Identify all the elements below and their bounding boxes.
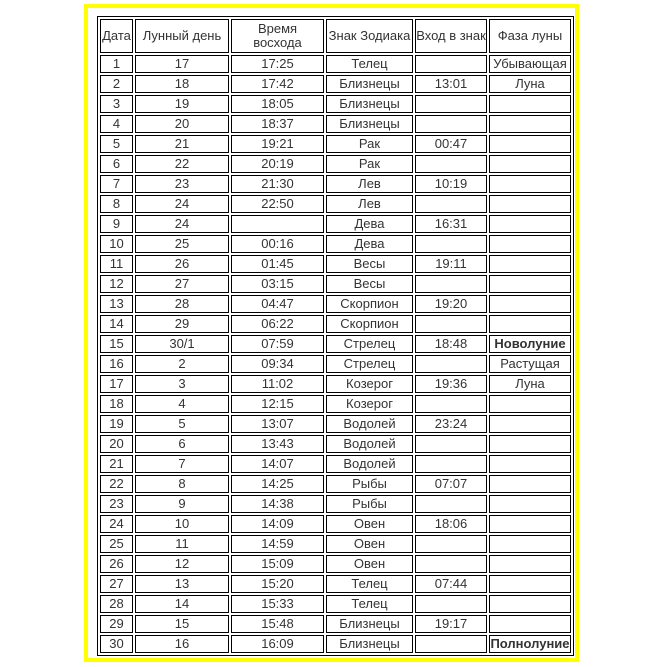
cell-date: 24 [100, 515, 133, 533]
table-row [100, 435, 571, 453]
table-row [100, 135, 571, 153]
cell-date: 6 [100, 155, 133, 173]
cell-moonrise-time: 14:59 [231, 535, 324, 553]
lunar-calendar-table [97, 16, 574, 656]
cell-zodiac-sign: Лев [326, 175, 413, 193]
table-body [100, 55, 571, 653]
cell-date: 15 [100, 335, 133, 353]
cell-moon-phase [489, 555, 571, 573]
cell-date: 5 [100, 135, 133, 153]
cell-date: 8 [100, 195, 133, 213]
cell-moon-phase [489, 475, 571, 493]
cell-date: 25 [100, 535, 133, 553]
cell-zodiac-sign: Весы [326, 275, 413, 293]
header-moon-phase: Фаза луны [489, 19, 571, 53]
cell-moonrise-time: 12:15 [231, 395, 324, 413]
cell-moonrise-time: 15:20 [231, 575, 324, 593]
cell-moonrise-time: 17:25 [231, 55, 324, 73]
cell-date: 18 [100, 395, 133, 413]
cell-moon-phase [489, 575, 571, 593]
cell-sign-entry: 00:47 [415, 135, 487, 153]
table-row [100, 475, 571, 493]
cell-sign-entry [415, 235, 487, 253]
cell-moonrise-time: 11:02 [231, 375, 324, 393]
table-row [100, 595, 571, 613]
header-row [100, 19, 571, 53]
table-row [100, 555, 571, 573]
cell-sign-entry: 19:36 [415, 375, 487, 393]
cell-moonrise-time: 14:07 [231, 455, 324, 473]
cell-sign-entry: 19:17 [415, 615, 487, 633]
cell-zodiac-sign: Близнецы [326, 95, 413, 113]
table-row [100, 275, 571, 293]
header-date: Дата [100, 19, 133, 53]
cell-sign-entry [415, 595, 487, 613]
cell-moon-phase [489, 275, 571, 293]
cell-moon-phase: Убывающая [489, 55, 571, 73]
cell-lunar-day: 30/1 [135, 335, 229, 353]
cell-moonrise-time: 13:43 [231, 435, 324, 453]
cell-moonrise-time: 17:42 [231, 75, 324, 93]
cell-zodiac-sign: Рак [326, 135, 413, 153]
cell-sign-entry [415, 55, 487, 73]
cell-moon-phase: Луна [489, 375, 571, 393]
cell-sign-entry [415, 95, 487, 113]
cell-date: 29 [100, 615, 133, 633]
cell-moon-phase [489, 535, 571, 553]
cell-lunar-day: 2 [135, 355, 229, 373]
cell-moon-phase: Полнолуние [490, 636, 570, 651]
cell-date: 21 [100, 455, 133, 473]
cell-zodiac-sign: Козерог [326, 395, 413, 413]
cell-lunar-day: 23 [135, 175, 229, 193]
cell-lunar-day: 6 [135, 435, 229, 453]
cell-moon-phase [489, 315, 571, 333]
cell-lunar-day: 8 [135, 475, 229, 493]
table-row [100, 455, 571, 473]
cell-date: 4 [100, 115, 133, 133]
cell-sign-entry [415, 535, 487, 553]
cell-moonrise-time: 18:37 [231, 115, 324, 133]
cell-lunar-day: 10 [135, 515, 229, 533]
cell-moon-phase [489, 175, 571, 193]
table-row [100, 295, 571, 313]
table-row [100, 335, 571, 353]
table-row [100, 415, 571, 433]
cell-zodiac-sign: Стрелец [326, 335, 413, 353]
cell-lunar-day: 9 [135, 495, 229, 513]
cell-moon-phase [489, 415, 571, 433]
table-row [100, 495, 571, 513]
cell-date: 22 [100, 475, 133, 493]
cell-zodiac-sign: Овен [326, 555, 413, 573]
cell-sign-entry: 19:11 [415, 255, 487, 273]
cell-sign-entry: 23:24 [415, 415, 487, 433]
cell-lunar-day: 22 [135, 155, 229, 173]
cell-zodiac-sign: Овен [326, 515, 413, 533]
cell-date: 14 [100, 315, 133, 333]
cell-lunar-day: 7 [135, 455, 229, 473]
table-row [100, 395, 571, 413]
cell-moon-phase [489, 595, 571, 613]
cell-zodiac-sign: Овен [326, 535, 413, 553]
table-row [100, 355, 571, 373]
cell-moon-phase [489, 195, 571, 213]
cell-lunar-day: 20 [135, 115, 229, 133]
table-row [100, 95, 571, 113]
header-lunar-day: Лунный день [135, 19, 229, 53]
cell-moonrise-time: 21:30 [231, 175, 324, 193]
table-frame [84, 4, 579, 662]
cell-date: 27 [100, 575, 133, 593]
cell-moon-phase [489, 235, 571, 253]
cell-lunar-day: 13 [135, 575, 229, 593]
cell-sign-entry: 18:06 [415, 515, 487, 533]
cell-moon-phase [489, 255, 571, 273]
cell-zodiac-sign: Водолей [326, 435, 413, 453]
cell-sign-entry [415, 555, 487, 573]
cell-lunar-day: 19 [135, 95, 229, 113]
cell-lunar-day: 17 [135, 55, 229, 73]
cell-sign-entry: 19:20 [415, 295, 487, 313]
cell-sign-entry: 10:19 [415, 175, 487, 193]
cell-lunar-day: 3 [135, 375, 229, 393]
cell-zodiac-sign: Телец [326, 595, 413, 613]
cell-moonrise-time [231, 215, 324, 233]
cell-date: 23 [100, 495, 133, 513]
cell-moon-phase [489, 295, 571, 313]
cell-zodiac-sign: Рыбы [326, 475, 413, 493]
cell-sign-entry: 07:07 [415, 475, 487, 493]
table-row [100, 195, 571, 213]
table-row [100, 235, 571, 253]
cell-moonrise-time: 06:22 [231, 315, 324, 333]
cell-lunar-day: 27 [135, 275, 229, 293]
cell-lunar-day: 15 [135, 615, 229, 633]
cell-date: 11 [100, 255, 133, 273]
cell-moonrise-time: 16:09 [231, 635, 324, 653]
cell-lunar-day: 5 [135, 415, 229, 433]
cell-moonrise-time: 15:09 [231, 555, 324, 573]
cell-sign-entry: 13:01 [415, 75, 487, 93]
cell-zodiac-sign: Скорпион [326, 295, 413, 313]
cell-zodiac-sign: Весы [326, 255, 413, 273]
table-row [100, 115, 571, 133]
cell-date: 26 [100, 555, 133, 573]
cell-lunar-day: 25 [135, 235, 229, 253]
table-row [100, 635, 571, 653]
cell-moon-phase [489, 115, 571, 133]
cell-lunar-day: 4 [135, 395, 229, 413]
table-row [100, 175, 571, 193]
cell-lunar-day: 14 [135, 595, 229, 613]
cell-zodiac-sign: Телец [326, 55, 413, 73]
cell-lunar-day: 18 [135, 75, 229, 93]
cell-date: 13 [100, 295, 133, 313]
cell-sign-entry [415, 115, 487, 133]
cell-moon-phase: Растущая [489, 355, 571, 373]
cell-date: 2 [100, 75, 133, 93]
cell-moonrise-time: 14:09 [231, 515, 324, 533]
cell-moon-phase [489, 135, 571, 153]
cell-lunar-day: 11 [135, 535, 229, 553]
cell-lunar-day: 24 [135, 215, 229, 233]
cell-moonrise-time: 03:15 [231, 275, 324, 293]
table-row [100, 55, 571, 73]
cell-moon-phase [489, 155, 571, 173]
table-row [100, 575, 571, 593]
table-row [100, 615, 571, 633]
table-row [100, 215, 571, 233]
cell-date: 28 [100, 595, 133, 613]
cell-lunar-day: 21 [135, 135, 229, 153]
cell-zodiac-sign: Рыбы [326, 495, 413, 513]
cell-date: 16 [100, 355, 133, 373]
cell-moonrise-time: 15:33 [231, 595, 324, 613]
cell-zodiac-sign: Стрелец [326, 355, 413, 373]
cell-moon-phase: Луна [489, 75, 571, 93]
cell-zodiac-sign: Рак [326, 155, 413, 173]
cell-date: 17 [100, 375, 133, 393]
cell-moon-phase [489, 95, 571, 113]
cell-moonrise-time: 14:25 [231, 475, 324, 493]
cell-zodiac-sign: Дева [326, 235, 413, 253]
cell-zodiac-sign: Скорпион [326, 315, 413, 333]
table-row [100, 515, 571, 533]
cell-moon-phase [489, 495, 571, 513]
cell-moonrise-time: 04:47 [231, 295, 324, 313]
cell-zodiac-sign: Лев [326, 195, 413, 213]
cell-date: 30 [100, 635, 133, 653]
cell-moonrise-time: 09:34 [231, 355, 324, 373]
cell-zodiac-sign: Телец [326, 575, 413, 593]
cell-moonrise-time: 15:48 [231, 615, 324, 633]
cell-zodiac-sign: Козерог [326, 375, 413, 393]
cell-sign-entry [415, 355, 487, 373]
cell-moon-phase [489, 395, 571, 413]
cell-sign-entry: 07:44 [415, 575, 487, 593]
cell-zodiac-sign: Водолей [326, 455, 413, 473]
cell-moonrise-time: 18:05 [231, 95, 324, 113]
cell-zodiac-sign: Близнецы [326, 615, 413, 633]
cell-moon-phase [489, 455, 571, 473]
cell-lunar-day: 16 [135, 635, 229, 653]
cell-lunar-day: 12 [135, 555, 229, 573]
cell-date: 9 [100, 215, 133, 233]
cell-sign-entry [415, 155, 487, 173]
cell-moonrise-time: 22:50 [231, 195, 324, 213]
header-sign-entry: Вход в знак [415, 19, 487, 53]
cell-moonrise-time: 01:45 [231, 255, 324, 273]
cell-sign-entry: 16:31 [415, 215, 487, 233]
cell-zodiac-sign: Близнецы [326, 75, 413, 93]
table-row [100, 375, 571, 393]
cell-moon-phase [489, 515, 571, 533]
cell-date: 10 [100, 235, 133, 253]
cell-date: 20 [100, 435, 133, 453]
table-row [100, 155, 571, 173]
cell-date: 12 [100, 275, 133, 293]
cell-zodiac-sign: Дева [326, 215, 413, 233]
cell-zodiac-sign: Водолей [326, 415, 413, 433]
table-row [100, 75, 571, 93]
cell-sign-entry [415, 395, 487, 413]
cell-lunar-day: 26 [135, 255, 229, 273]
cell-date: 3 [100, 95, 133, 113]
cell-sign-entry [415, 315, 487, 333]
cell-moon-phase [489, 615, 571, 633]
cell-lunar-day: 29 [135, 315, 229, 333]
cell-moonrise-time: 20:19 [231, 155, 324, 173]
cell-date: 19 [100, 415, 133, 433]
cell-moon-phase: Новолуние [489, 335, 571, 353]
cell-sign-entry [415, 455, 487, 473]
cell-moonrise-time: 07:59 [231, 335, 324, 353]
cell-date: 1 [100, 55, 133, 73]
header-zodiac-sign: Знак Зодиака [326, 19, 413, 53]
table-row [100, 315, 571, 333]
cell-moonrise-time: 13:07 [231, 415, 324, 433]
cell-moonrise-time: 14:38 [231, 495, 324, 513]
cell-sign-entry [415, 635, 487, 653]
cell-lunar-day: 28 [135, 295, 229, 313]
table-row [100, 255, 571, 273]
cell-moonrise-time: 19:21 [231, 135, 324, 153]
cell-sign-entry [415, 195, 487, 213]
cell-moon-phase [489, 215, 571, 233]
cell-lunar-day: 24 [135, 195, 229, 213]
cell-sign-entry [415, 275, 487, 293]
cell-moon-phase [489, 435, 571, 453]
cell-sign-entry: 18:48 [415, 335, 487, 353]
cell-zodiac-sign: Близнецы [326, 115, 413, 133]
cell-date: 7 [100, 175, 133, 193]
table-row [100, 535, 571, 553]
cell-sign-entry [415, 495, 487, 513]
header-moonrise-time: Время восхода [231, 19, 324, 53]
cell-moonrise-time: 00:16 [231, 235, 324, 253]
cell-sign-entry [415, 435, 487, 453]
cell-zodiac-sign: Близнецы [326, 635, 413, 653]
